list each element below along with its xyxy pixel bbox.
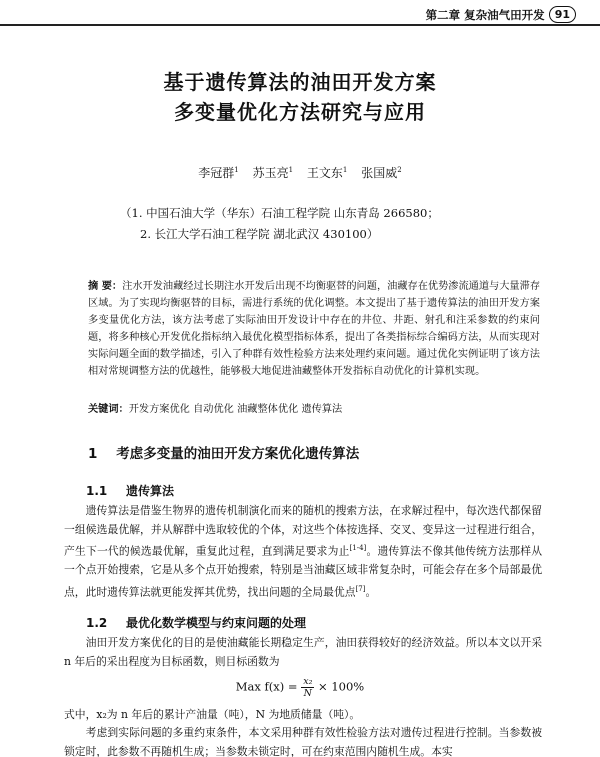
abstract [88, 278, 540, 380]
subsection-heading [86, 614, 306, 631]
abstract-text: 注水开发油藏经过长期注水开发后出现不均衡驱替的问题，油藏存在优势渗流通道与大量滞存区域。为了实现均衡驱替的目标，需进行系统的优化调整。本文提出了基于遗传算法的油田开发方案多变量优化方法，该方法考虑了实际油田开发设计中存在的井位、井距、射孔和注采参数的约束问题，将多种核心开发优化指标纳入最优化模型指标体系，提出了各类指标综合编码方法，从而实现对实际问题全面的数学描述，引入了种群有效性检验方法来处理约束问题。通过优化实例证明了该方法相对常规调整方法的优越性，能够极大地促进油藏整体开发指标自动优化的计算机实现。 [88, 281, 541, 377]
author: 张国威$^2$ [361, 166, 402, 180]
keywords-text: 开发方案优化 自动优化 油藏整体优化 遗传算法 [128, 404, 343, 415]
affiliation-line: 2. 长江大学石油工程学院 湖北武汉 430100） [140, 227, 379, 241]
objective-formula [0, 676, 600, 699]
header-rule [0, 24, 600, 26]
formula-fraction: $\frac{\text{x₂}}{N}$ [303, 676, 313, 699]
section-heading [88, 442, 359, 462]
author-list [0, 164, 600, 181]
keywords-label: 关键词： [88, 404, 129, 415]
paragraph-objective: 油田开发方案优化的目的是使油藏能长期稳定生产，油田获得较好的经济效益。所以本文以开采 n 年后的采出程度为目标函数，则目标函数为 [64, 636, 542, 668]
subsection-title: 遗传算法 [126, 484, 175, 498]
section-title: 考虑多变量的油田开发方案优化遗传算法 [116, 446, 360, 462]
paragraph-constraints: 考虑到实际问题的多重约束条件，本文采用种群有效性检验方法对遗传过程进行控制。当参数被锁定时，此参数不再随机生成；当参数未锁定时，可在约束范围内随机生成。本实 [64, 726, 542, 757]
author: 王文东$^1$ [306, 166, 348, 180]
section-number: 1 [88, 446, 98, 462]
paper-title-line2: 多变量优化方法研究与应用 [174, 100, 426, 124]
page-number: 91 [549, 6, 576, 23]
keywords [88, 400, 540, 415]
abstract-label: 摘 要： [88, 281, 123, 292]
subsection-heading [86, 482, 174, 499]
subsection-number: 1.2 [86, 616, 108, 630]
author: 李冠群$^1$ [198, 166, 239, 180]
formula-prefix: Max f(x) = [235, 679, 302, 694]
author: 苏玉亮$^1$ [252, 166, 294, 180]
subsection-title: 最优化数学模型与约束问题的处理 [126, 616, 307, 630]
running-header [426, 6, 576, 23]
citation: [1-4] [349, 544, 367, 553]
citation: [7] [355, 584, 366, 593]
paragraph-genetic-algorithm: 遗传算法是借鉴生物界的遗传机制演化而来的随机的搜索方法，在求解过程中，每次迭代都保留一组候选最优解，并从解群中选取较优的个体，对这些个体按选择、交叉、变异这一过程进行组合，产生下一代的候选最优解，重复此过程，直到满足要求为止[1-4]。遗传算法不像其他传统方法那样从一个点开始搜索，它是从多个点开始搜索，特别是当油藏区域非常复杂时，可能会存在多个局部最优点，此时遗传算法就更能发挥其优势，找出问题的全局最优点[7]。 [64, 504, 543, 599]
formula-explanation: 式中，x₂为 n 年后的累计产油量（吨），N 为地质储量（吨）。 [64, 708, 361, 721]
formula-suffix: × 100% [314, 679, 365, 694]
running-header-text: 第二章 复杂油气田开发 [425, 7, 545, 22]
subsection-number: 1.1 [86, 484, 108, 498]
affiliation-line: （1. 中国石油大学（华东）石油工程学院 山东青岛 266580； [120, 206, 439, 220]
paper-title-line1: 基于遗传算法的油田开发方案 [163, 70, 437, 94]
